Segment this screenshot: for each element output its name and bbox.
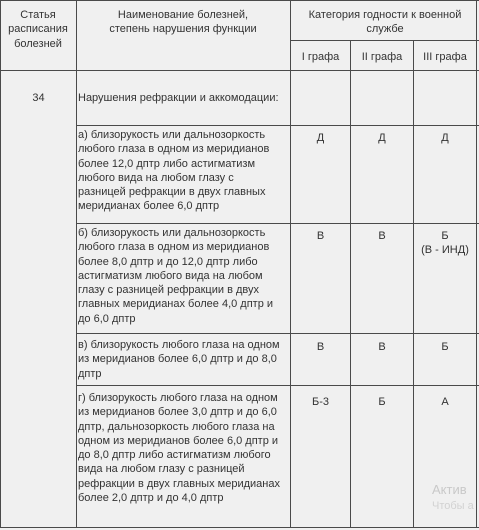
row-b-grade-2: В xyxy=(378,230,386,242)
row-text-b: б) близорукость или дальнозоркость любого глаза в одном из меридианов более 8,0 дптр и до 12,0 дптр либо астигматизм любого вида на любом глазу с разницей рефракции в двух главных меридианах более 4,0 дптр и до 6,0 дптр xyxy=(78,227,274,325)
row-c-grade-2: В xyxy=(378,341,386,353)
divider xyxy=(0,0,1,528)
activation-watermark xyxy=(432,482,479,514)
header-article: Статья расписания болезней xyxy=(8,9,68,50)
divider xyxy=(76,385,479,386)
divider xyxy=(350,40,351,528)
divider xyxy=(76,223,479,224)
row-a-grade-1: Д xyxy=(316,132,325,144)
header-category: Категория годности к военной службе xyxy=(308,9,462,36)
divider xyxy=(290,40,479,41)
row-title: Нарушения рефракции и аккомодации: xyxy=(78,92,279,104)
watermark-line-2: Чтобы а xyxy=(432,500,474,512)
header-col-2: II графа xyxy=(361,51,403,63)
article-number: 34 xyxy=(32,92,45,104)
divider xyxy=(0,0,479,1)
header-name: Наименование болезней, степень нарушения функции xyxy=(109,9,257,36)
row-a-grade-2: Д xyxy=(378,132,386,144)
watermark-line-1: Актив xyxy=(432,482,467,497)
divider xyxy=(76,125,479,126)
row-text-d: г) близорукость любого глаза на одном из меридианов более 3,0 дптр и до 6,0 дптр, дальнозоркость любого глаза на одном из меридианов более 6,0 дптр и до 8,0 дптр либо астигматизм любого вида на любом глазу с разницей рефракции в двух главных меридианах более 2,0 дптр и до 4,0 дптр xyxy=(78,392,280,505)
divider xyxy=(413,40,414,528)
divider xyxy=(476,0,477,528)
header-col-1: I графа xyxy=(301,51,340,63)
row-a-grade-3: Д xyxy=(441,132,449,144)
row-b-grade-3-note: (В - ИНД) xyxy=(421,244,469,256)
header-col-3: III графа xyxy=(423,51,467,63)
row-text-c: в) близорукость любого глаза на одном из меридианов более 6,0 дптр и до 8,0 дптр xyxy=(78,339,280,380)
divider xyxy=(0,70,479,71)
divider xyxy=(76,0,77,528)
row-d-grade-1: Б-3 xyxy=(312,396,329,408)
row-b-grade-3: Б xyxy=(441,230,449,242)
row-c-grade-3: Б xyxy=(441,341,449,353)
divider xyxy=(76,333,479,334)
row-text-a: а) близорукость или дальнозоркость любого глаза в одном из меридианов более 12,0 дптр либо астигматизм любого вида на любом глазу с разницей рефракции в двух главных меридианах более 6,0 дптр xyxy=(78,129,270,213)
row-c-grade-1: В xyxy=(316,341,325,353)
row-d-grade-2: Б xyxy=(378,396,386,408)
row-d-grade-3: А xyxy=(441,396,449,408)
divider xyxy=(290,0,291,528)
divider xyxy=(0,527,479,528)
row-b-grade-1: В xyxy=(316,230,325,242)
